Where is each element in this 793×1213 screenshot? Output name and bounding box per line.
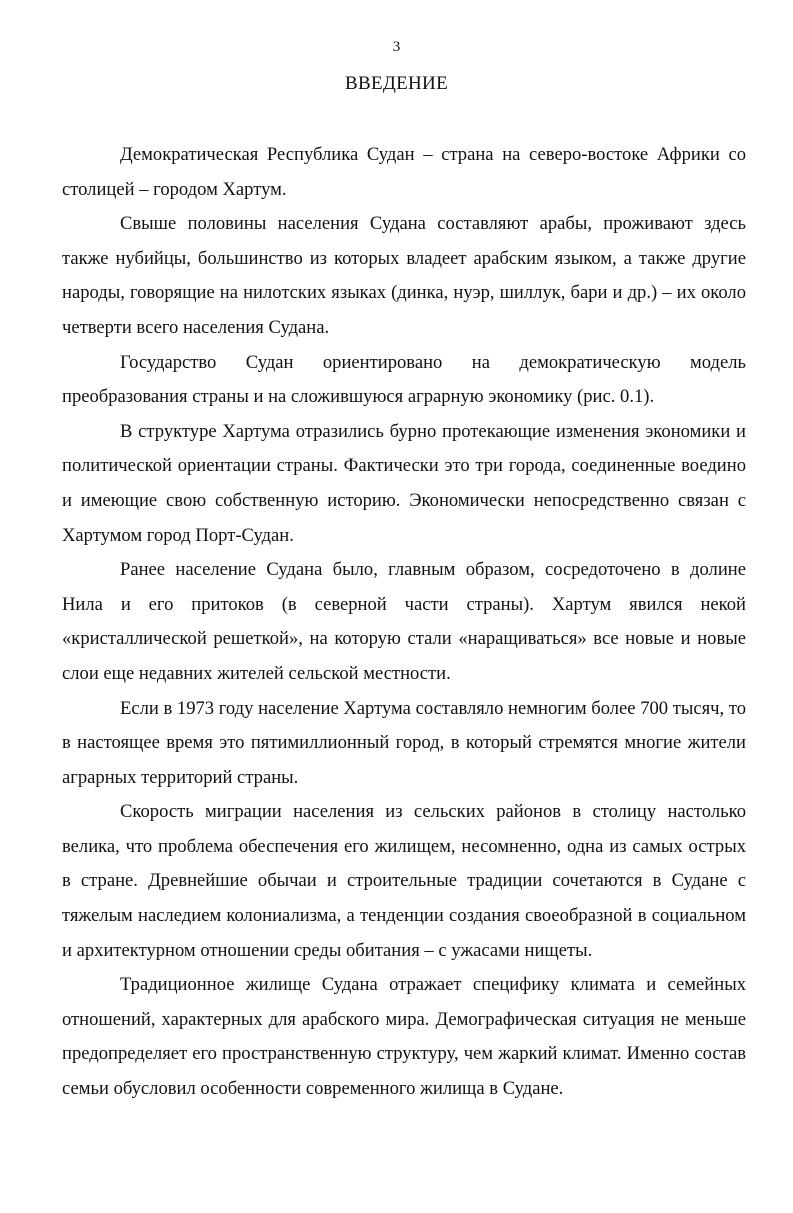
paragraph: Традиционное жилище Судана отражает специфику климата и семейных отношений, характерных для арабского мира. Демографическая ситуация не меньше предопределяет его пространственную структуру, чем жаркий климат. Именно состав семьи обусловил особенности современного жилища в Судане. xyxy=(62,974,746,1100)
paragraph: Демократическая Республика Судан – страна на северо-востоке Африки со столицей – городом Хартум. xyxy=(62,144,746,200)
paragraph: Государство Судан ориентировано на демократическую модель преобразования страны и на сложившуюся аграрную экономику (рис. 0.1). xyxy=(62,351,746,408)
paragraph: Скорость миграции населения из сельских районов в столицу настолько велика, что проблема обеспечения его жилищем, несомненно, одна из самых острых в стране. Древнейшие обычаи и строительные традиции сочетаются в Судане с тяжелым наследием колониализма, а тенденции создания своеобразной в социальном и архитектурном отношении среды обитания – с ужасами нищеты. xyxy=(62,801,746,961)
page-title: ВВЕДЕНИЕ xyxy=(345,73,448,94)
paragraph: Если в 1973 году население Хартума составляло немногим более 700 тысяч, то в настоящее время это пятимиллионный город, в который стремятся многие жители аграрных территорий страны. xyxy=(62,697,746,788)
paragraph: Ранее население Судана было, главным образом, сосредоточено в долине Нила и его притоков (в северной части страны). Хартум явился некой «кристаллической решеткой», на которую стали «наращиваться» все новые и новые слои еще недавних жителей сельской местности. xyxy=(62,559,746,684)
paragraph: Свыше половины населения Судана составляют арабы, проживают здесь также нубийцы, большинство из которых владеет арабским языком, а также другие народы, говорящие на нилотских языках (динка, нуэр, шиллук, бари и др.) – их около четверти всего населения Судана. xyxy=(62,213,746,338)
body-text xyxy=(62,138,746,1107)
paragraph: В структуре Хартума отразились бурно протекающие изменения экономики и политической ориентации страны. Фактически это три города, соединенные воедино и имеющие свою собственную историю. Экономически непосредственно связан с Хартумом город Порт-Судан. xyxy=(62,420,746,546)
page-number: 3 xyxy=(392,39,401,55)
